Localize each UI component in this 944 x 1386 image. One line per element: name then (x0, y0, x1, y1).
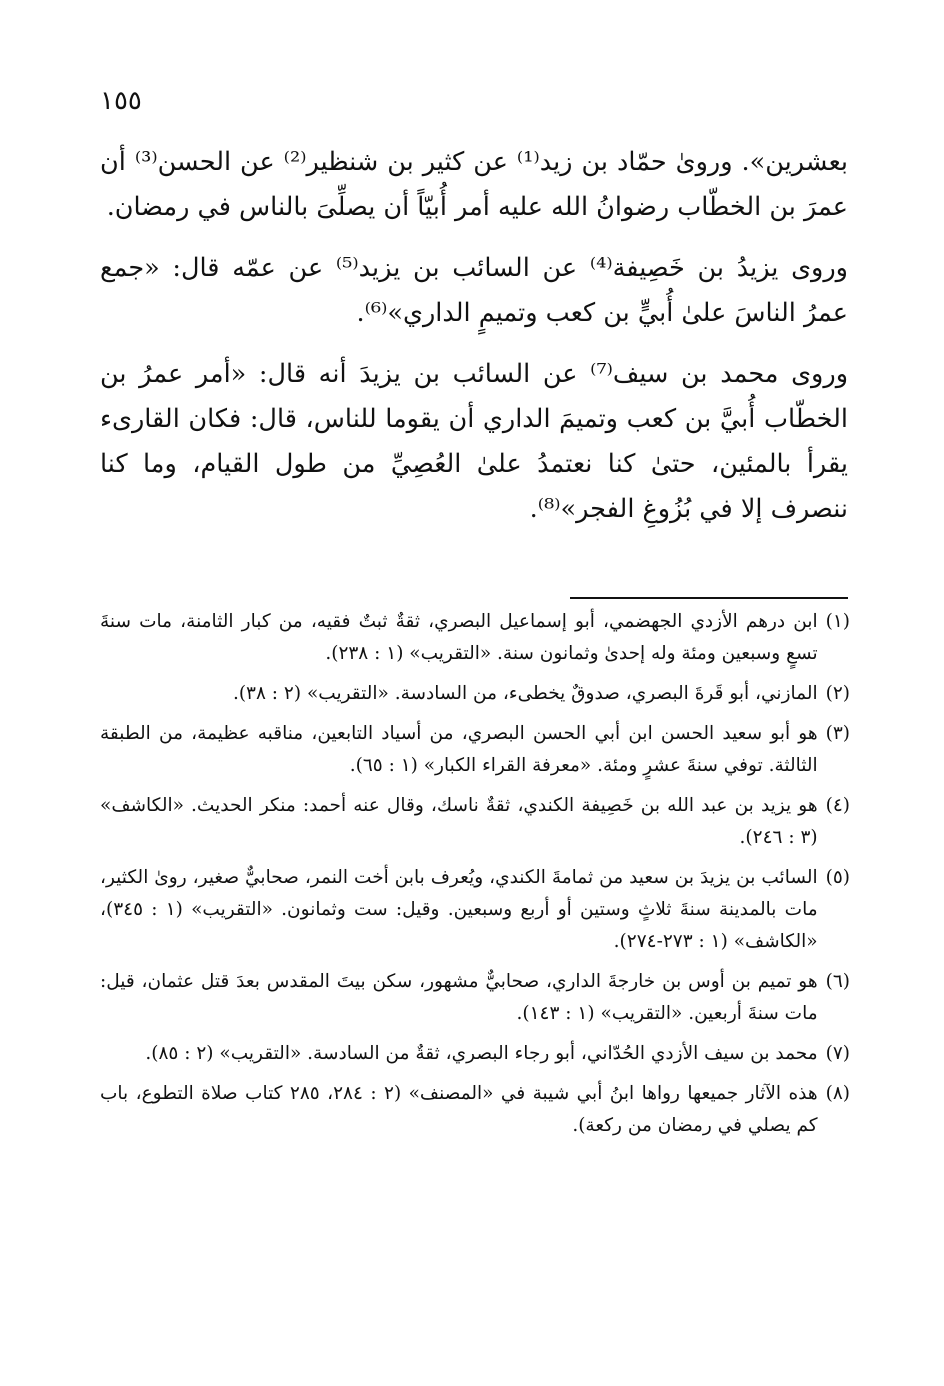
footnote-number: (٢) (825, 683, 850, 704)
footnote-text: المازني، أبو قَرةَ البصري، صدوقٌ یخطیء، من السادسة. «التقریب» (٢ : ٣٨). (232, 683, 818, 704)
footnote-text: هو تمیم بن أوس بن خارجةَ الداري، صحابيٌّ مشهور، سکن بیتَ المقدس بعدَ قتل عثمان، قیل: مات سنةَ أربعین. «التقریب» (١ : ١٤٣). (100, 971, 818, 1024)
paragraph-2: وروی یزیدُ بن خَصِیفة⁽⁴⁾ عن السائب بن یزید⁽⁵⁾ عن عمّه قال: «جمع عمرُ الناسَ علیٰ أُبيٍّ بن کعب وتمیمٍ الداري»⁽⁶⁾. (100, 253, 848, 328)
page-number: ١٥٥ (100, 86, 142, 116)
footnote-7 (100, 1038, 850, 1070)
footnote-3 (100, 718, 850, 782)
footnote-text: ابن درهم الأزدي الجهضمي، أبو إسماعیل البصري، ثقةٌ ثبتٌ فقیه، من کبار الثامنة، مات سنةَ تسعٍ وسبعین ومئة وله إحدیٰ وثمانون سنة. «التقریب» (١ : ٢٣٨). (100, 611, 818, 664)
footnote-4 (100, 790, 850, 854)
footnote-1 (100, 606, 850, 670)
footnote-number: (٣) (825, 723, 850, 744)
paragraph-3: وروی محمد بن سیف⁽⁷⁾ عن السائب بن یزیدَ أنه قال: «أمر عمرُ بن الخطّاب أُبيَّ بن کعب وتمیمَ الداري أن یقوما للناس، قال: فکان القاریء یقرأ بالمئین، حتیٰ کنا نعتمدُ علیٰ العُصِيِّ من طول القیام، وما کنا ننصرف إلا في بُزُوغِ الفجر»⁽⁸⁾. (100, 359, 849, 524)
paragraph-1: بعشرين». ورویٰ حمّاد بن زید⁽¹⁾ عن کثیر بن شنظیر⁽²⁾ عن الحسن⁽³⁾ أن عمرَ بن الخطّاب رضوانُ الله علیه أمر أُبیّاً أن یصلِّیَ بالناس في رمضان. (100, 147, 848, 222)
footnote-text: هو یزید بن عبد الله بن خَصِیفة الکندي، ثقةٌ ناسك، وقال عنه أحمد: منکر الحدیث. «الکاشف» (٣ : ٢٤٦). (100, 795, 818, 848)
footnote-number: (٥) (825, 867, 850, 888)
footnote-text: السائب بن یزیدَ بن سعید من ثمامةَ الکندي، ویُعرف بابن أخت النمر، صحابيٌّ صغیر، رویٰ الکثیر، مات بالمدینة سنةَ ثلاثٍ وستین أو أربع وسبعین. وقیل: ست وثمانون. «التقریب» (١ : ٣٤٥)، «الکاشف» (١ : ٢٧٣-٢٧٤). (100, 867, 818, 952)
footnote-text: هو أبو سعید الحسن ابن أبي الحسن البصري، من أسیاد التابعین، مناقبه عظیمة، من الطبقة الثالثة. توفي سنةَ عشرٍ ومئة. «معرفة القراء الکبار» (١ : ٦٥). (100, 723, 818, 776)
footnote-number: (٤) (825, 795, 850, 816)
footnote-number: (٨) (825, 1083, 850, 1104)
footnote-text: محمد بن سیف الأزدي الحُدّاني، أبو رجاء البصري، ثقةٌ من السادسة. «التقریب» (٢ : ٨٥). (145, 1043, 818, 1064)
footnote-6 (100, 966, 850, 1030)
footnote-8 (100, 1078, 850, 1142)
footnotes-section (100, 606, 850, 1150)
footnote-divider (570, 597, 848, 599)
footnote-number: (١) (825, 611, 850, 632)
footnote-number: (٧) (825, 1043, 850, 1064)
main-text-body (100, 140, 848, 548)
footnote-5 (100, 862, 850, 958)
footnote-number: (٦) (825, 971, 850, 992)
footnote-2 (100, 678, 850, 710)
footnote-text: هذه الآثار جمیعها رواها ابنُ أبي شیبة في «المصنف» (٢ : ٢٨٤، ٢٨٥ کتاب صلاة التطوع، باب کم یصلي في رمضان من رکعة). (100, 1083, 818, 1136)
